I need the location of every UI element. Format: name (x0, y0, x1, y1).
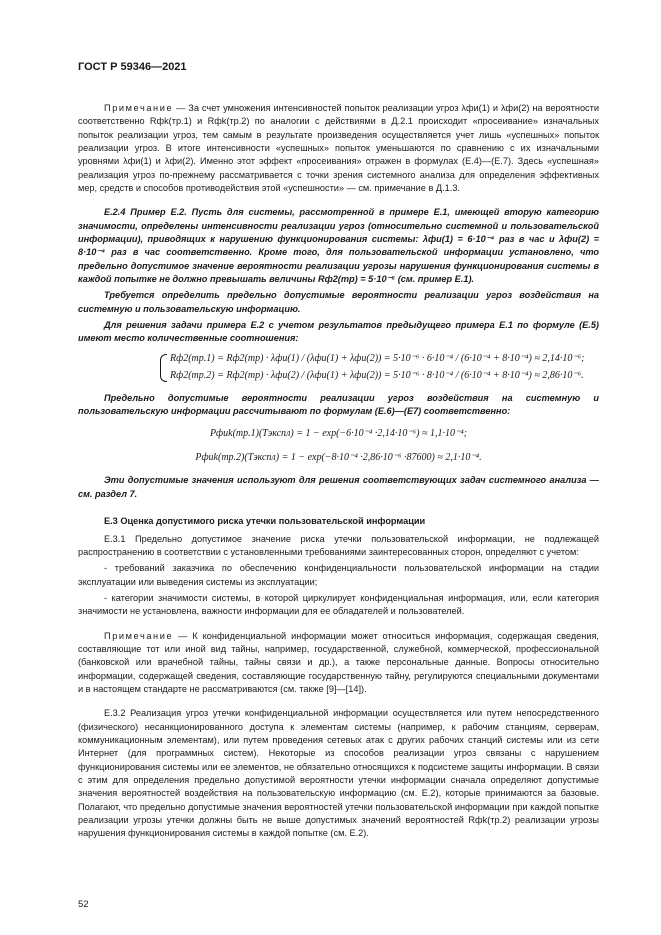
note-label: Примечание (104, 102, 174, 113)
section-bullet-2: - категории значимости системы, в которой циркулирует конфиденциальная информация, или, если категория значимости не установлена, важности информации для ее обладателей и пользователей. (78, 592, 599, 617)
note-text-2: — К конфиденциальной информации может относиться информация, содержащая сведения, составляющие тот или иной вид тайны, например, государственной, служебной, коммерческой, профессиональной (банковской или врачебной тайны, тайны связи и др.), а также персональные данные. Вопросы относительно информации, содержащей сведения, составляющие государственную тайну, регулируются специальными документами и в настоящем стандарте не рассматриваются (см. также [9]—[14]). (78, 630, 599, 694)
example-paragraph-5: Эти допустимые значения используют для решения соответствующих задач системного анализа — см. раздел 7. (78, 475, 599, 499)
note-paragraph-1 (78, 102, 599, 195)
standard-header: ГОСТ Р 59346—2021 (78, 61, 187, 73)
formula-2: Rф2(тр.2) = Rф2(тр) · λфи(2) / (λфи(1) + λфи(2)) = 5·10⁻⁶ · 8·10⁻⁴ / (6·10⁻⁴ + 8·10⁻⁴) ≈ 2,86·10⁻⁶. (170, 370, 584, 382)
formula-1: Rф2(тр.1) = Rф2(тр) · λфи(1) / (λфи(1) + λфи(2)) = 5·10⁻⁶ · 6·10⁻⁴ / (6·10⁻⁴ + 8·10⁻⁴) ≈ 2,14·10⁻⁶; (170, 352, 585, 364)
example-paragraph-4: Предельно допустимые вероятности реализации угроз воздействия на системную и пользовательскую информации рассчитывают по формулам (Е.6)—(Е7) соответственно: (78, 392, 599, 417)
example-paragraph-3: Для решения задачи примера Е.2 с учетом результатов предыдущего примера Е.1 по формуле (Е.5) имеют место количественные соотношения: (78, 320, 599, 344)
section-bullet-1: - требований заказчика по обеспечению конфиденциальности пользовательской информации на стадии эксплуатации или выведения системы из эксплуатации; (78, 563, 599, 587)
formula-4: Pфиk(тр.2)(Tэкспл) = 1 − exp(−8·10⁻⁴ ·2,86·10⁻⁶ ·87600) ≈ 2,1·10⁻⁴. (195, 451, 482, 463)
formula-3: Pфиk(тр.1)(Tэкспл) = 1 − exp(−6·10⁻⁴ ·2,14·10⁻⁶) ≈ 1,1·10⁻⁴; (209, 428, 468, 440)
example-paragraph-2: Требуется определить предельно допустимые вероятности реализации угроз воздействия на системную и пользовательскую информацию. (78, 290, 599, 314)
section-paragraph-1: Е.3.1 Предельно допустимое значение риска утечки пользовательской информации, не подлежащей распространению в соответствии с установленными требованиями заинтересованных сторон, определяют с учетом: (78, 533, 599, 557)
formula-system (160, 352, 599, 384)
example-paragraph-1: Е.2.4 Пример Е.2. Пусть для системы, рассмотренной в примере Е.1, имеющей вторую категорию значимости, определены интенсивности реализации угроз (относительно системной и пользовательской информации), приводящих к нарушению функционирования системы: λфи(1) = 6·10⁻⁴ раз в час и λфи(2) = 8·10⁻⁴ раз в час соответственно. Кроме того, для пользовательской информации установлено, что предельно допустимое значение вероятности реализации угрозы нарушения функционирования системы в каждой попытке не должно превышать величины Rф2(тр) = 5·10⁻⁶ (см. пример Е.1). (78, 207, 599, 285)
page-number: 52 (78, 899, 89, 910)
section-paragraph-2: Е.3.2 Реализация угроз утечки конфиденциальной информации осуществляется или путем непосредственного (физического) несанкционированного доступа к элементам системы (например, к рабочим станциям, серверам, коммуникационным элементам), или путем проведения сетевых атак с других рабочих станций системы или из сети Интернет (для программных систем). Некоторые из способов реализации угроз связаны с нарушением функционирования системы или ее элементов, не обязательно относящихся к подсистеме защиты информации. В связи с этим для определения предельно допустимой вероятности утечки информации сначала определяют допустимые значения вероятностей воздействия на пользовательскую информацию (см. Е.2), которые принимаются за базовые. Полагают, что предельно допустимые значения вероятностей утечки пользовательской информации при каждой попытке реализации угрозы утечки должны быть не выше допустимых значений вероятностей Rфk(тр.2) реализации угрозы нарушения функционирования системы в каждой попытке (см. Е.2). (78, 708, 599, 839)
note-text: — За счет умножения интенсивностей попыток реализации угроз λфи(1) и λфи(2) на вероятности соответственно Rфk(тр.1) и Rфk(тр.2) по аналогии с действиями в Д.2.1 происходит «просеивание» изначальных попыток реализации угроз, тем самым в результате произведения осуществляется учет лишь «успешных» попыток реализации угроз. В итоге интенсивности «успешных» попыток уменьшаются по сравнению с их изначальными уровнями λфи(1) и λфи(2). Именно этот эффект «просеивания» отражен в формулах (Е.4)—(Е.7). Здесь «успешная» реализация угроз по-прежнему рассматривается с точки зрения системного анализа для определения эффективных мер, средств и способов противодействия этой «успешности» — см. примечание в Д.1.3. (78, 102, 599, 193)
note-label-2: Примечание (104, 630, 174, 641)
section-title: Е.3 Оценка допустимого риска утечки пользовательской информации (104, 516, 426, 527)
note-paragraph-2 (78, 630, 599, 697)
